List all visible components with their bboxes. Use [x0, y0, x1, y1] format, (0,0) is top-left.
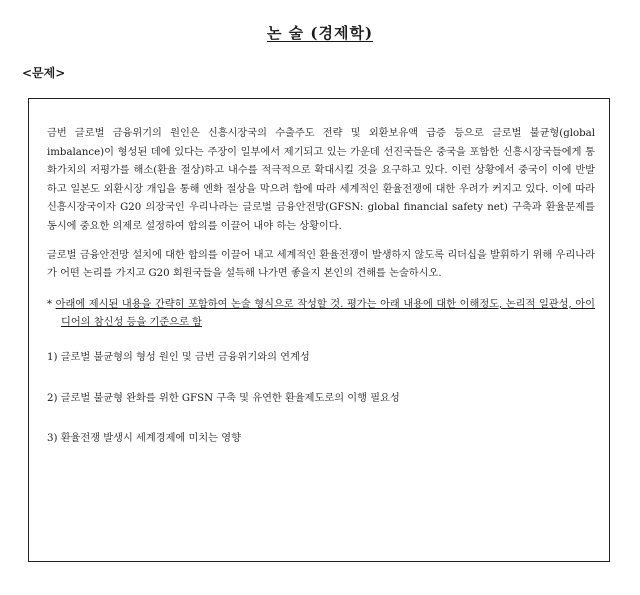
- requirement-item-2: 2) 글로벌 불균형 완화를 위한 GFSN 구축 및 유연한 환율제도로의 이행 필요성: [47, 392, 400, 404]
- section-label: <문제>: [22, 66, 66, 80]
- problem-paragraph-1: 금번 글로벌 금융위기의 원인은 신흥시장국의 수출주도 전략 및 외환보유액 급증 등으로 글로벌 불균형(global imbalance)이 형성된 데에 있다는 주장이 일부에서 제기되고 있는 가운데 선진국들은 중국을 포함한 신흥시장국들에게 통화가치의 저평가를 해소(환율 절상)하고 내수를 적극적으로 확대시킬 것을 요구하고 있다. 이런 상황에서 중국이 이에 반발하고 일본도 외환시장 개입을 통해 엔화 절상을 막으려 함에 따라 세계적인 환율전쟁에 대한 우려가 커지고 있다. 이에 따라 신흥시장국이자 G20 의장국인 우리나라는 글로벌 금융안전망(GFSN: global financial safety net) 구축과 환율문제를 동시에 중요한 의제로 설정하여 합의를 이끌어 내야 하는 상황이다.: [47, 128, 595, 232]
- problem-box: [28, 98, 610, 562]
- note-bullet: *: [47, 298, 56, 310]
- requirement-item-1: 1) 글로벌 불균형의 형성 원인 및 금번 금융위기와의 연계성: [47, 351, 310, 363]
- note-text: 아래에 제시된 내용을 간략히 포함하여 논술 형식으로 작성할 것. 평가는 아래 내용에 대한 이해정도, 논리적 일관성, 아이디어의 참신성 등을 기준으로 함: [55, 298, 595, 329]
- page-title: [0, 22, 640, 43]
- problem-paragraph-2: 글로벌 금융안전망 설치에 대한 합의를 이끌어 내고 세계적인 환율전쟁이 발생하지 않도록 리더십을 발휘하기 위해 우리나라가 어떤 논리를 가지고 G20 회원국들을 설득해 나가면 좋을지 본인의 견해를 논술하시오.: [47, 249, 595, 280]
- page-title-text: 논 술 (경제학): [266, 24, 374, 42]
- instruction-note: [47, 296, 595, 333]
- requirement-item-3: 3) 환율전쟁 발생시 세계경제에 미치는 영향: [47, 433, 241, 445]
